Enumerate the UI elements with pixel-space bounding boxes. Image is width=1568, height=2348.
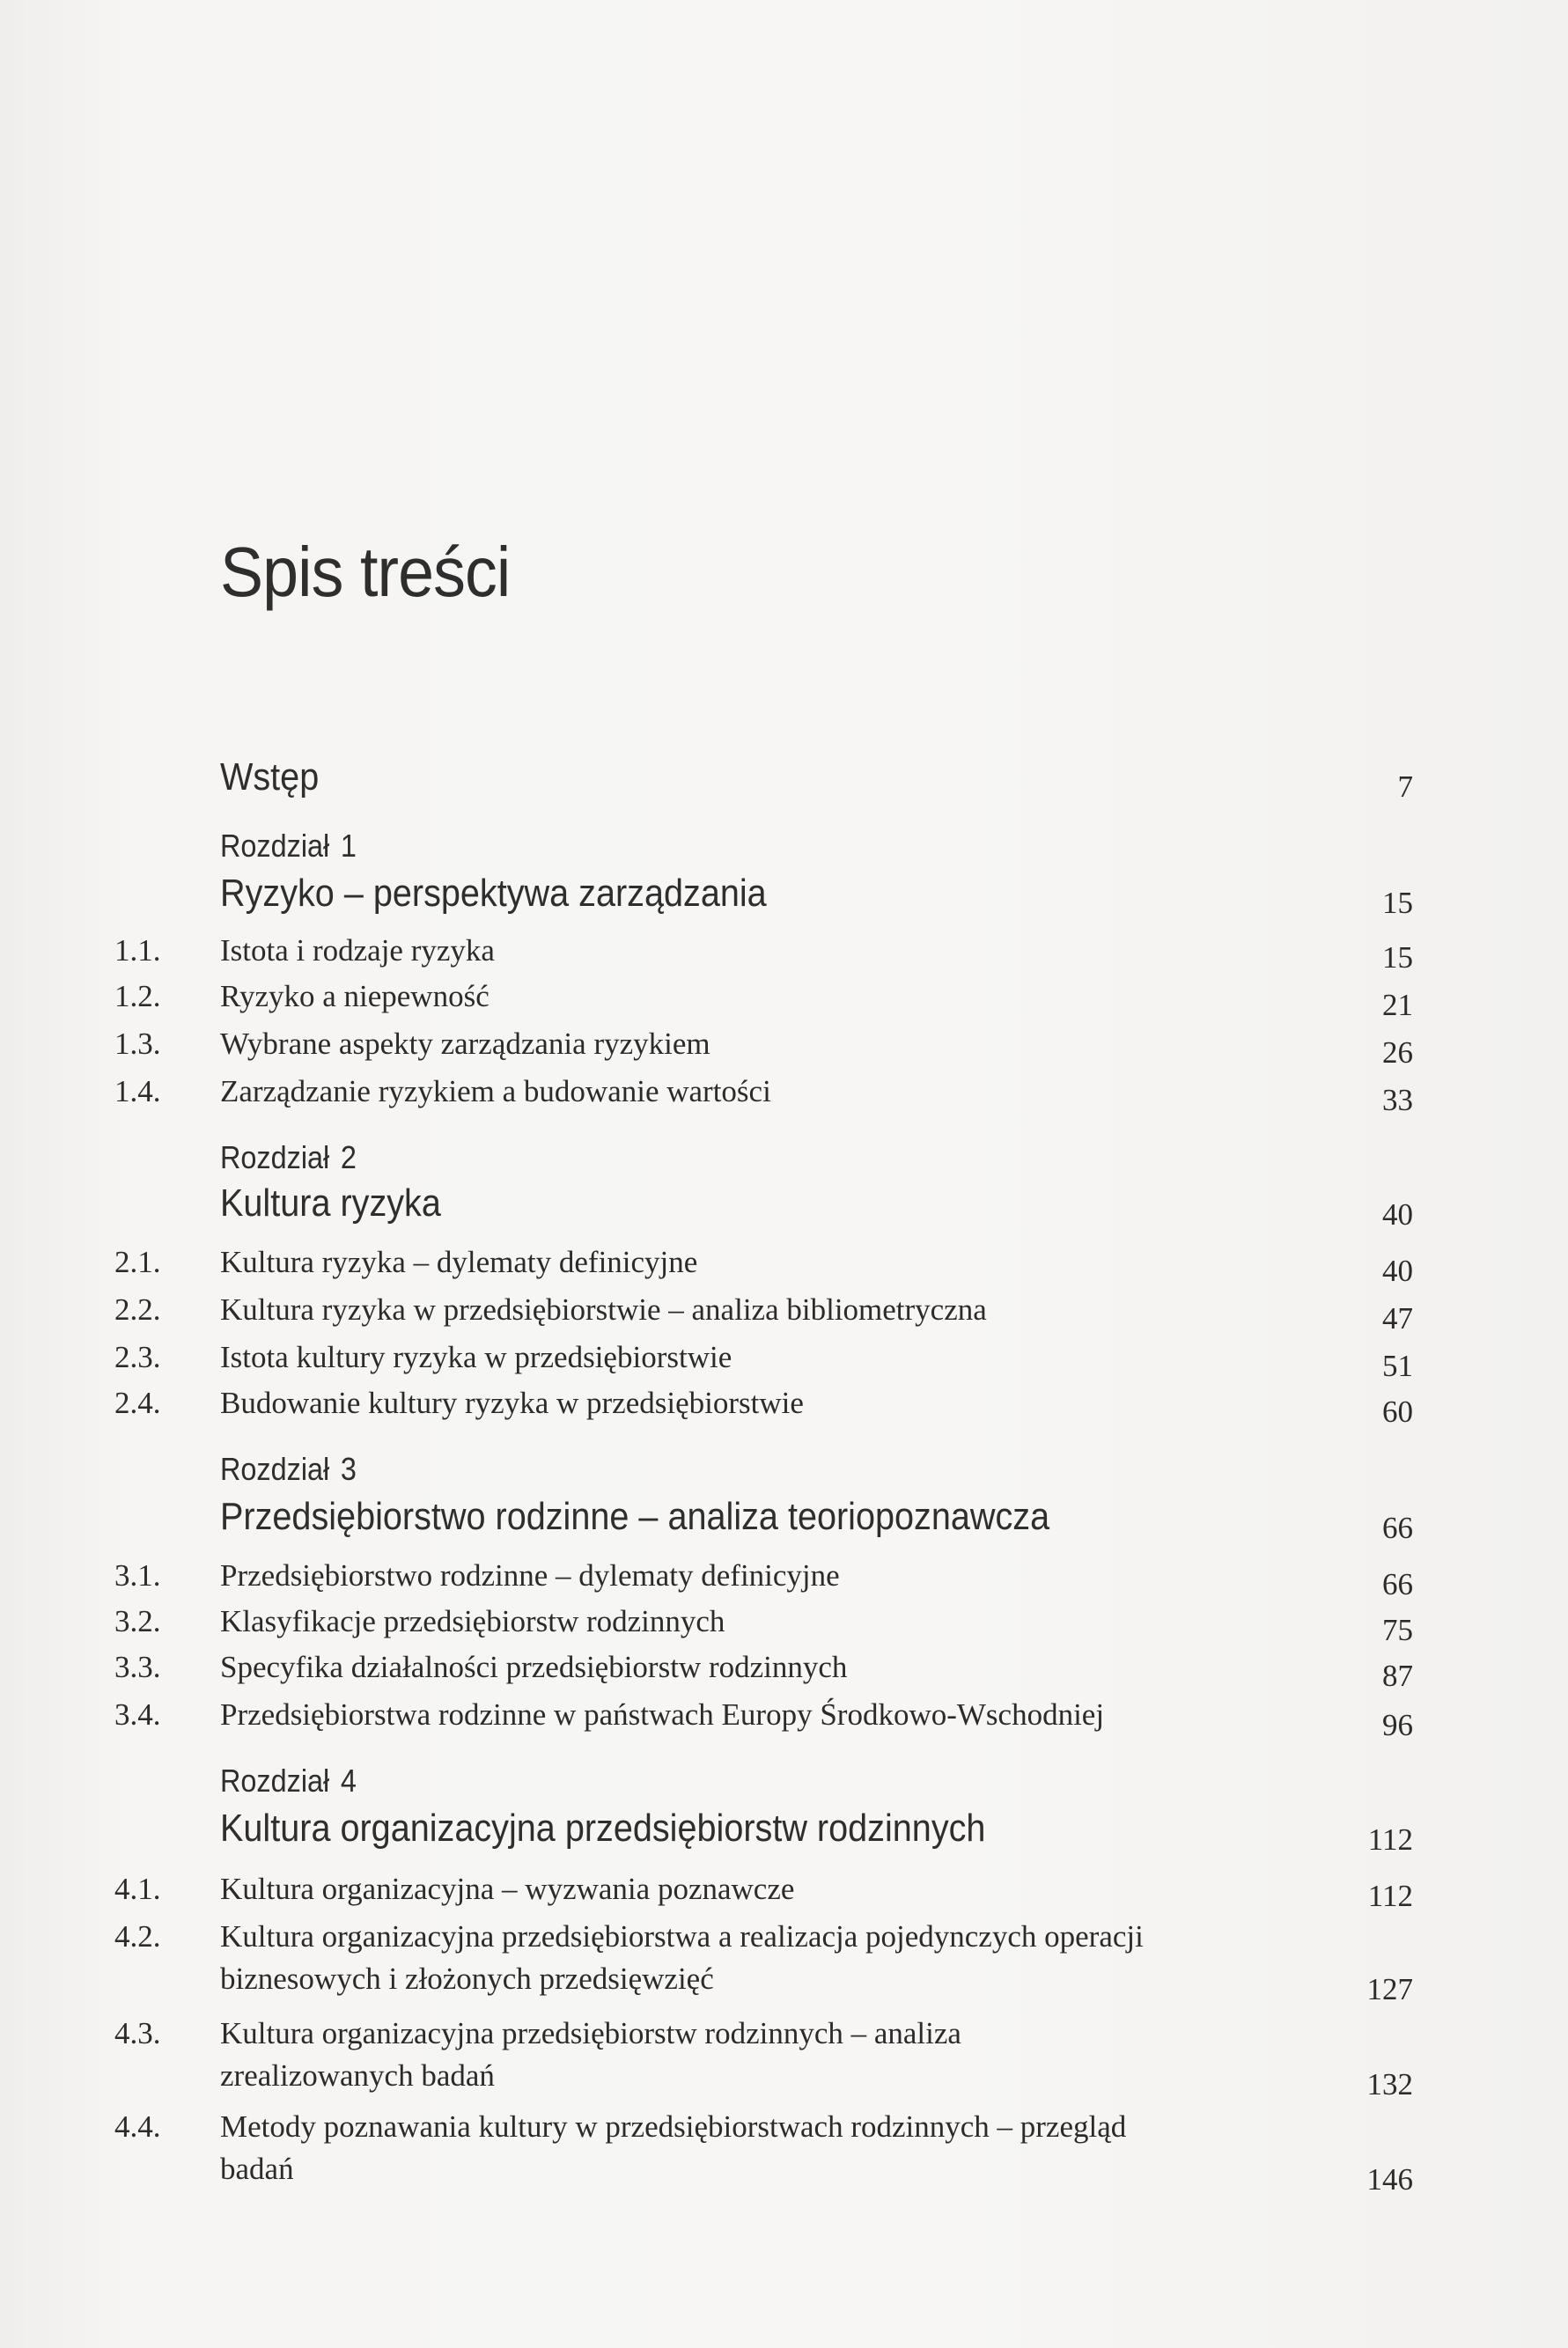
section-number: 4.1.	[114, 1872, 161, 1906]
section-number: 4.4.	[114, 2109, 161, 2144]
section-title: Przedsiębiorstwa rodzinne w państwach Europy Środkowo-Wschodniej	[220, 1697, 1105, 1732]
chapter-label-text: Rozdział	[220, 828, 330, 864]
section-number: 4.2.	[114, 1919, 161, 1954]
section-number: 1.2.	[114, 979, 161, 1013]
section-number: 3.4.	[114, 1697, 161, 1732]
chapter-3-page-number: 66	[1382, 1511, 1413, 1545]
chapter-2-page-number: 40	[1382, 1197, 1413, 1232]
section-title: Specyfika działalności przedsiębiorstw rodzinnych	[220, 1650, 848, 1684]
chapter-4-page-number: 112	[1367, 1822, 1413, 1857]
section-page-number: 127	[1366, 1972, 1413, 2006]
section-title: Kultura organizacyjna przedsiębiorstwa a realizacja pojedynczych operacji	[220, 1919, 1144, 1954]
section-page-number: 87	[1382, 1659, 1413, 1693]
section-page-number: 40	[1382, 1254, 1413, 1288]
section-title-continued: zrealizowanych badań	[220, 2058, 495, 2093]
section-page-number: 15	[1382, 940, 1413, 975]
section-title: Kultura ryzyka w przedsiębiorstwie – analiza bibliometryczna	[220, 1292, 987, 1327]
chapter-number: 3	[340, 1451, 357, 1487]
chapter-label-text: Rozdział	[220, 1451, 330, 1487]
section-title: Kultura organizacyjna przedsiębiorstw rodzinnych – analiza	[220, 2016, 961, 2050]
section-page-number: 60	[1382, 1395, 1413, 1429]
chapter-2-title: Kultura ryzyka	[220, 1181, 441, 1225]
section-number: 2.1.	[114, 1245, 161, 1279]
section-page-number: 146	[1366, 2162, 1413, 2197]
section-page-number: 26	[1382, 1035, 1413, 1070]
chapter-1-title: Ryzyko – perspektywa zarządzania	[220, 872, 767, 915]
section-number: 3.3.	[114, 1650, 161, 1684]
section-number: 1.1.	[114, 933, 161, 968]
section-number: 1.3.	[114, 1027, 161, 1061]
section-page-number: 51	[1382, 1349, 1413, 1383]
section-title-continued: badań	[220, 2152, 294, 2186]
section-title: Budowanie kultury ryzyka w przedsiębiorstwie	[220, 1386, 804, 1420]
chapter-1-label	[220, 828, 357, 865]
section-page-number: 132	[1366, 2067, 1413, 2101]
section-number: 3.2.	[114, 1604, 161, 1638]
section-page-number: 47	[1382, 1301, 1413, 1336]
chapter-label-text: Rozdział	[220, 1763, 330, 1799]
chapter-3-label	[220, 1451, 357, 1488]
section-number: 2.2.	[114, 1292, 161, 1327]
section-number: 3.1.	[114, 1558, 161, 1593]
chapter-3-title: Przedsiębiorstwo rodzinne – analiza teoriopoznawcza	[220, 1495, 1050, 1538]
section-title: Klasyfikacje przedsiębiorstw rodzinnych	[220, 1604, 725, 1638]
section-page-number: 21	[1382, 988, 1413, 1022]
chapter-number: 2	[340, 1139, 357, 1175]
section-title: Wybrane aspekty zarządzania ryzykiem	[220, 1027, 710, 1061]
section-title: Kultura organizacyjna – wyzwania poznawcze	[220, 1872, 795, 1906]
section-title: Zarządzanie ryzykiem a budowanie wartości	[220, 1074, 771, 1108]
page-title: Spis treści	[220, 533, 511, 611]
section-title-continued: biznesowych i złożonych przedsięwzięć	[220, 1962, 714, 1996]
chapter-4-title: Kultura organizacyjna przedsiębiorstw rodzinnych	[220, 1807, 986, 1850]
section-title: Kultura ryzyka – dylematy definicyjne	[220, 1245, 698, 1279]
section-title: Ryzyko a niepewność	[220, 979, 490, 1013]
chapter-2-label	[220, 1139, 357, 1176]
section-title: Istota i rodzaje ryzyka	[220, 933, 495, 968]
section-title: Istota kultury ryzyka w przedsiębiorstwie	[220, 1340, 732, 1374]
section-number: 4.3.	[114, 2016, 161, 2050]
chapter-4-label	[220, 1763, 357, 1800]
intro-page-number: 7	[1397, 769, 1413, 804]
section-number: 1.4.	[114, 1074, 161, 1108]
section-page-number: 33	[1382, 1083, 1413, 1117]
section-title: Metody poznawania kultury w przedsiębiorstwach rodzinnych – przegląd	[220, 2109, 1127, 2144]
chapter-number: 4	[340, 1763, 357, 1799]
section-page-number: 66	[1382, 1567, 1413, 1601]
section-page-number: 96	[1382, 1708, 1413, 1742]
section-page-number: 112	[1367, 1879, 1413, 1913]
section-title: Przedsiębiorstwo rodzinne – dylematy definicyjne	[220, 1558, 840, 1593]
intro-title: Wstęp	[220, 755, 320, 799]
section-number: 2.3.	[114, 1340, 161, 1374]
section-page-number: 75	[1382, 1613, 1413, 1647]
chapter-label-text: Rozdział	[220, 1139, 330, 1175]
chapter-number: 1	[340, 828, 357, 864]
section-number: 2.4.	[114, 1386, 161, 1420]
chapter-1-page-number: 15	[1382, 886, 1413, 920]
